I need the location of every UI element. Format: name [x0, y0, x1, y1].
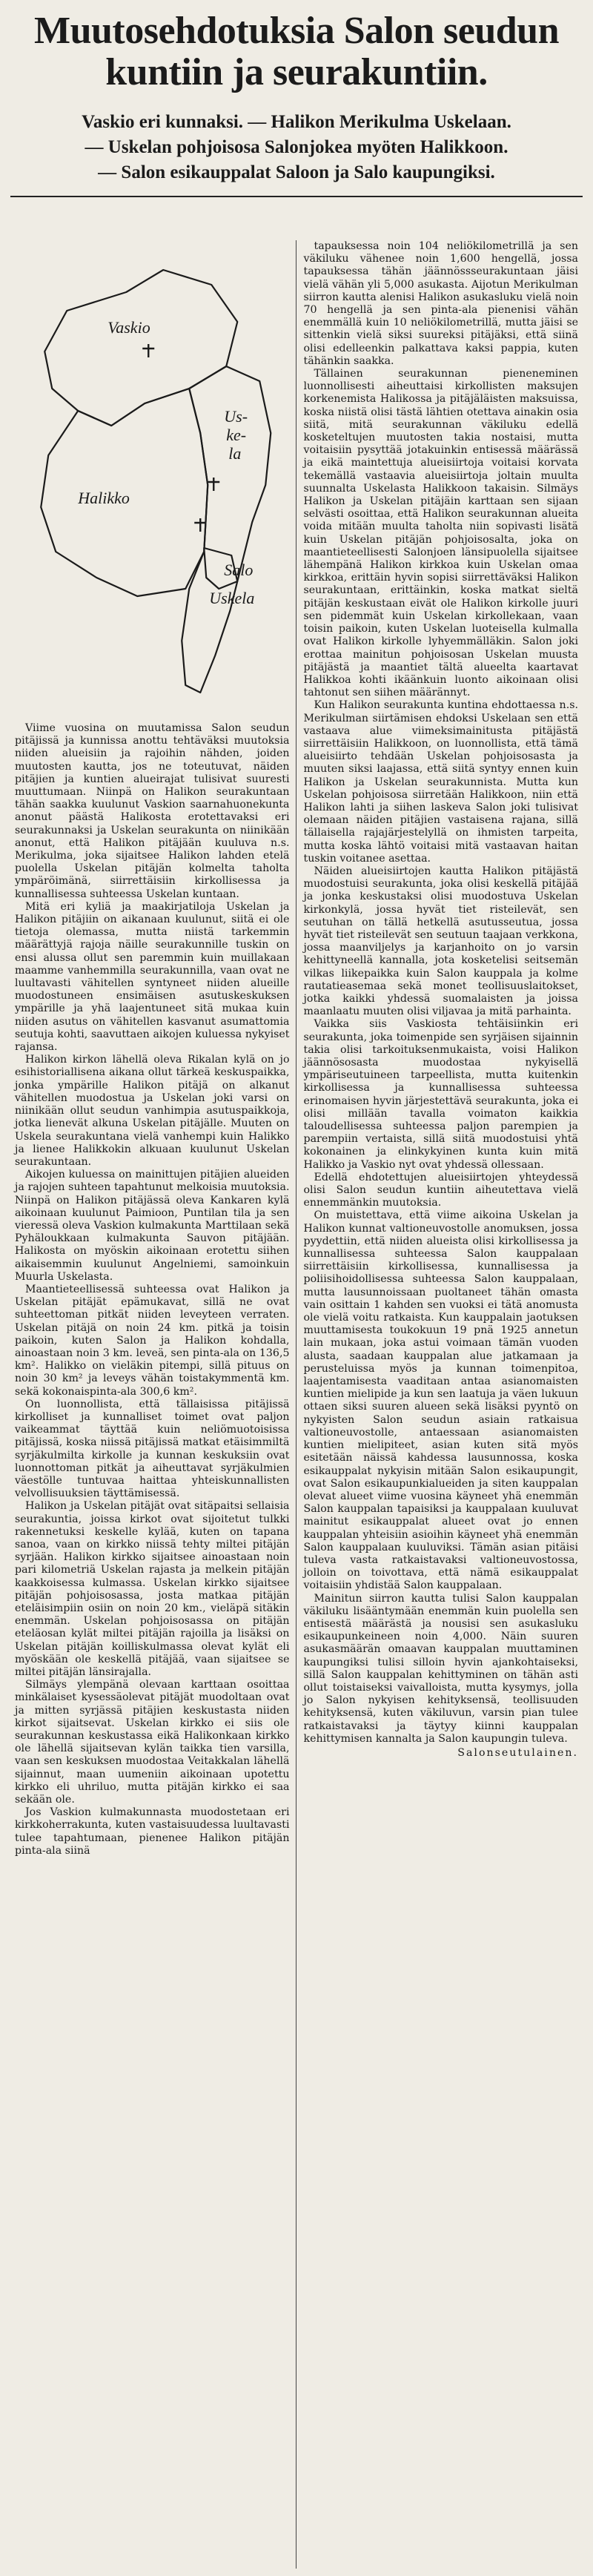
map-label-salo: Salo [224, 561, 254, 579]
paragraph: Mainitun siirron kautta tulisi Salon kauppalan väkiluku lisääntymään enemmän kuin puolella sen entisestä määrästä ja nousisi sen asukasluku esikaupunkeineen noin 4,000. Näin suuren asukasmäärän omaavan kauppalan muuttaminen kaupungiksi tulisi silloin hyvin ajankohtaiseksi, sillä Salon kauppalan kehittyminen on tähän asti ollut toistaiseksi vaivalloista, mutta kysymys, jolla jo Salon nykyisen kehityksensä, teollisuuden kehityksensä, kuten väkiluvun, varsin pian tulee ratkaistavaksi ja täytyy kiinni kauppalan kehittymisen kannalta ja Salon kaupungin tuleva. [303, 1592, 578, 1745]
subheadline [13, 110, 580, 185]
subheadline-line-2: — Uskelan pohjoisosa Salonjokea myöten Halikkoon. [85, 137, 508, 157]
paragraph: Halikon ja Uskelan pitäjät ovat sitäpaitsi sellaisia seurakuntia, joissa kirkot ovat sijoitetut tulkki rakennetuksi keskelle kylää, kuten on tapana sanoa, vaan on kirkko niissä tehty miltei pitäjän syrjään. Halikon kirkko sijaitsee ainoastaan noin pari kilometriä Uskelan rajasta ja melkein pitäjän kaakkoisessa kulmassa. Uskelan kirkko sijaitsee pitäjän pohjoisosassa, josta matkaa pitäjän eteläisimpiin osiin on noin 20 km., vieläpä sitäkin enemmän. Uskelan pohjoisosassa on pitäjän eteläosan kylät miltei pitäjän rajoilla ja lisäksi on Uskelan pitäjän koilliskulmassa olevat kylät eli myöskään ole keskellä pitäjää, vaan sijaitsee se miltei pitäjän länsirajalla. [15, 1500, 290, 1679]
paragraph: tapauksessa noin 104 neliökilometrillä ja sen väkiluku vähenee noin 1,600 hengellä, jossa tapauksessa tähän jäännössseurakuntaan jäisi vielä vähän yli 5,000 asukasta. Aijotun Merikulman siirron kautta alenisi Halikon asukasluku vielä noin 70 hengellä ja sen pinta-ala pienenisi vähän enemmällä kuin 10 neliökilometrillä, mutta jäisi se sittenkin vielä siksi suureksi pitäjäksi, että siinä olisi edelleenkin palkattava kaksi pappia, kuten tähänkin saakka. [303, 240, 578, 367]
paragraph: Näiden alueisiirtojen kautta Halikon pitäjästä muodostuisi seurakunta, joka olisi keskellä pitäjää ja jonka keskustaksi olisi muodostuva Uskelan kirkonkylä, jossa hyvät tiet risteilevät, sen seutuhan on tällä hetkellä asutusseutua, jossa hyvät tiet risteilevät sen seutuun taajaan verkkona, jossa maanviljelys ja karjanhoito on jo varsin kehittyneellä kannalla, jota kosketelisi seitsemän vilkas liikepaikka kuin Salon kauppala ja kolme rautatieasemaa sekä monet teollisuuslaitokset, jotka kaikki yhdessä suomalaisten ja joissa maanlaatu muuten olisi viljavaa ja mitä parhainta. [303, 865, 578, 1018]
paragraph: On luonnollista, että tällaisissa pitäjissä kirkolliset ja kunnalliset toimet ovat paljon vaikeammat täyttää kuin neliömuotoisissa pitäjissä, koska niissä pitäjissä matkat etäisimmiltä syrjäkulmilta kirkolle ja kunnan keskuksiin ovat luonnottoman pitkät ja aiheuttavat syrjäkulmien väestölle tuntuvaa haittaa yhteiskunnallisten velvollisuuksien täyttämisessä. [15, 1398, 290, 1500]
paragraph: Mitä eri kyliä ja maakirjatiloja Uskelan ja Halikon pitäjiin on aikanaan kuulunut, siitä ei ole tietoja olemassa, mutta niistä tarkemmin määrättyjä rajoja näille seurakunnille tuskin on ensi alussa ollut sen paremmin kuin muillakaan maamme vanhemmilla seurakunnilla, vaan ovat ne luultavasti vähitellen syntyneet niiden alueille muodostuneen ensimäisen asutuskeskuksen ympärille ja yhä laajentuneet sitä mukaa kuin niiden asutus on vähitellen kasvanut asumattomia seutuja kohti, saavuttaen aikojen kuluessa nykyiset rajansa. [15, 900, 290, 1054]
map-label-uskela: Uskela [209, 589, 255, 607]
map-label-uskela-3: la [228, 444, 242, 463]
newspaper-page [0, 10, 593, 2576]
vaskio-region [44, 270, 237, 426]
right-column-text [304, 240, 579, 1746]
map-label-uskela-1: Us- [224, 407, 248, 426]
map-label-vaskio: Vaskio [107, 318, 150, 337]
paragraph: Maantieteellisessä suhteessa ovat Halikon ja Uskelan pitäjät epämukavat, sillä ne ovat suhteettoman pitkät niiden leveyteen verraten. Uskelan pitäjä on noin 24 km. pitkä ja toisin paikoin, kuten Salon ja Halikon kohdalla, ainoastaan noin 3 km. leveä, sen pinta-ala on 136,5 km². Halikko on vieläkin pitempi, sillä pituus on noin 30 km² ja leveys vähän toistakymmentä km. sekä kokonaispinta-ala 300,6 km². [15, 1283, 290, 1398]
church-markers [142, 344, 219, 532]
header-divider [10, 196, 583, 197]
headline-line-2: kuntiin ja seurakuntiin. [105, 51, 488, 93]
paragraph: Kun Halikon seurakunta kuntina ehdottaessa n.s. Merikulman siirtämisen ehdoksi Uskelaan sen että vastaava alue viimeksimainitusta pitäjästä siirrettäisiin Halikkoon, on luonnollista, että tämä alueisiirto tehdään Uskelan pohjoisosasta ja muuten siksi laajassa, että siitä syntyy ennen kuin Halikon ja Uskelan seurakunnista. Mutta kun Uskelan pohjoisosa siirretään Halikkoon, niin että Halikon lahti ja siihen laskeva Salon joki tulisivat olemaan näiden pitäjien vastaisena rajana, sillä tällaisella rajajärjestelyllä on ihmisten tarpeita, mutta koska lähtö voitaisi mitä vastaavan haitan tuskin voitanee asettaa. [303, 699, 578, 865]
article-columns [10, 240, 583, 2569]
parish-map-drawing [15, 240, 290, 722]
paragraph: Tällainen seurakunnan pieneneminen luonnollisesti aiheuttaisi kirkollisten maksujen korkenemista Halikossa ja pitäjäläisten maksuissa, koska niistä olisi tästä lähtien otettava ainakin osia siitä, mitä seurakunnan väkiluku edellä kosketeltujen muutosten takia nostaisi, mutta voitaisiin pysyttää jotakuinkin entisessä määrässä ja eikä maintettuja alueisiirtoja voitaisi korvata tekemällä vastaavia alueisiirtoja joltain muulta suunnalta Uskelasta Halikkoon takaisin. Silmäys Halikon ja Uskelan pitäjäin karttaan sen sijaan selvästi osoittaa, että Halikon seurakunnan alueita voida mitään muulta taholta niin sopivasti lisätä kuin Uskelan pitäjän pohjoisosalta, joka on maantieteellisesti Salonjoen länsipuolella sijaitsee lähempänä Halikon kirkkoa kuin Uskelan omaa kirkkoa, erittäin hyvin sopisi siirrettäväksi Halikon seurakuntaan, erittäinkin, koska matkat sieltä pitäjän keskustaan eivät ole Halikon kirkolle juuri sen pidemmät kuin Uskelan kirkollekaan, vaan toisin paikoin, kuten Uskelan luoteisella kulmalla ovat Halikon kirkolle lyhyemmälläkin. Salon joki erottaa mainitun pohjoisosan Uskelan muusta pitäjästä ja maantiet tältä alueelta kaartavat Halikkoa kohti ikäänkuin luonto aikoinaan olisi tahtonut sen siihen määrännyt. [303, 368, 578, 699]
paragraph: Viime vuosina on muutamissa Salon seudun pitäjissä ja kunnissa anottu tehtäväksi muutoksia niiden alueisiin ja rajoihin nähden, joiden muutosten kautta, jos ne toteutuvat, näiden pitäjien ja kuntien alueirajat tulisivat suuresti muuttumaan. Niinpä on Halikon seurakuntaan tähän saakka kuulunut Vaskion saarnahuonekunta anonut päästä Halikosta erotettavaksi eri seurakunnaksi ja Uskelan seurakunta on niinikään anonut, että Halikon pitäjään kuuluva n.s. Merikulma, joka sijaitsee Halikon lahden etelä puolella Uskelan pitäjän kolmelta taholta ympäröimänä, siirrettäisiin kirkollisessa ja kunnallisessa suhteessa Uskelan kuntaan. [15, 722, 290, 900]
right-column [296, 240, 583, 2569]
parish-map [15, 240, 290, 722]
paragraph: Aikojen kuluessa on mainittujen pitäjien alueiden ja rajojen suhteen tapahtunut melkoisia muutoksia. Niinpä on Halikon pitäjässä oleva Kankaren kylä aikoinaan kuulunut Paimioon, Puntilan tila ja sen vieressä oleva Vaskion kulmakunta Marttilaan sekä Pyhäloukkaan kulmakunta Sauvon pitäjään. Halikosta on myöskin aikoinaan erotettu siihen aikaisemmin kuulunut Angelniemi, samoinkuin Muurla Uskelasta. [15, 1169, 290, 1283]
map-label-halikko: Halikko [78, 489, 130, 507]
paragraph: Jos Vaskion kulmakunnasta muodostetaan eri kirkkoherrakunta, kuten vastaisuudessa luultavasti tulee tapahtumaan, pienenee Halikon pitäjän pinta-ala siinä [15, 1806, 290, 1857]
headline [10, 10, 583, 93]
map-label-uskela-2: ke- [226, 426, 247, 444]
left-column [10, 240, 296, 2569]
paragraph: On muistettava, että viime aikoina Uskelan ja Halikon kunnat valtioneuvostolle anomuksen, jossa pyydettiin, että niiden alueista olisi kirkollisessa ja kunnallisessa suhteessa Salon kauppalaan siirrettäisiin kirkollisessa, kunnallisessa ja poliisihoidollisessa suhteessa Salon kauppalaan, mutta lausunnoissaan puoltaneet tähän omasta vain osittain 1 kahden sen vuoksi ei tätä anomusta ole vielä voitu ratkaista. Kun kauppalain jaotuksen muuttamisesta toukokuun 19 pnä 1925 annetun lain mukaan, joka astui voimaan tämän vuoden alusta, saadaan kauppalan alue jatkamaan ja perusteluissa myös ja kunnan toimenpitoa, laajentamisesta vaaditaan antaa asianomaisten kuntien mielipide ja kun sen laatuja ja väen lukuun ottaen siksi suuren alueen sekä lisäksi pyyntö on nykyisten Salon seudun asiain ratkaisua valtioneuvostolle, antaessaan asianomaisten kuntien mielipiteet, asian kuten sitä myös esitetään näissä kahdessa lausunnossa, koska esikauppalat nykyisin mitään Salon esikaupungit, ovat Salon esikaupunkialueiden ja siten kauppalan olevat alueet viime vuosina käyneet yhä enemmän Salon kauppalan tapaisiksi ja kauppalaan kuuluvat mainitut esikauppalat alueet ovat jo ennen kauppalan yhteisiin asioihin käyneet yhä enemmän Salon kauppalaan kuuluviksi. Tämän asian pitäisi tuleva vasta ratkaistavaksi valtioneuvostossa, jolloin on toivottava, että nämä esikauppalat voitaisiin yhdistää Salon kauppalaan. [303, 1209, 578, 1592]
paragraph: Halikon kirkon lähellä oleva Rikalan kylä on jo esihistoriallisena aikana ollut tärkeä keskuspaikka, jonka ympärille Halikon pitäjä on alkanut vähitellen muodostua ja Uskelan joki varsi on niinikään ollut seudun vanhimpia asutuspaikkoja, jotka lienevät alkuna Uskelan pitäjälle. Muuten on Uskela seurakuntana vielä vanhempi kuin Halikko ja lienee Halikkokin alkuaan kuulunut Uskelan seurakuntaan. [15, 1054, 290, 1168]
subheadline-line-3: — Salon esikauppalat Saloon ja Salo kaupungiksi. [98, 162, 495, 182]
article-signature: Salonseutulainen. [457, 1746, 578, 1759]
left-column-text [15, 722, 290, 1857]
paragraph: Silmäys ylempänä olevaan karttaan osoittaa minkälaiset kysessäolevat pitäjät muodoltaan ovat ja mitten syrjässä pitäjien keskustasta niiden kirkot sijaitsevat. Uskelan kirkko ei siis ole seurakunnan keskustassa eikä Halikonkaan kirkko ole lähellä sijaitsevan kylän taikka tien varsilla, vaan sen keskuksen muodostaa Veitakkalan lähellä sijainnut, maan uumeniin aikoinaan upotettu kirkko eli uhriluo, mutta pitäjän kirkko ei saa sekään ole. [15, 1679, 290, 1806]
headline-line-1: Muutosehdotuksia Salon seudun [33, 10, 559, 52]
subheadline-line-1: Vaskio eri kunnaksi. — Halikon Merikulma Uskelaan. [82, 112, 511, 132]
paragraph: Edellä ehdotettujen alueisiirtojen yhteydessä olisi Salon seudun kuntiin aiheutettava vielä ennemmänkin muutoksia. [303, 1171, 578, 1209]
paragraph: Vaikka siis Vaskiosta tehtäisiinkin eri seurakunta, joka toimenpide sen syrjäisen sijainnin takia olisi tarkoituksenmukaista, voisi Halikon jäännösosasta muodostaa nykyisellä ympäriseutuineen tarpeellista, mutta kuitenkin kirkollisessa ja kunnallisessa suhteessa erinomaisen hyvin järjestettävä seurakunta, joka ei olisi millään tavalla voimaton kaikkia taloudellisessa suhteessa paljon parempien ja parempiin vertaista, sillä siitä muodostuisi yhtä kokonainen ja elinkykyinen kunta kuin mitä Halikko ja Vaskio nyt ovat yhdessä ollessaan. [303, 1018, 578, 1171]
